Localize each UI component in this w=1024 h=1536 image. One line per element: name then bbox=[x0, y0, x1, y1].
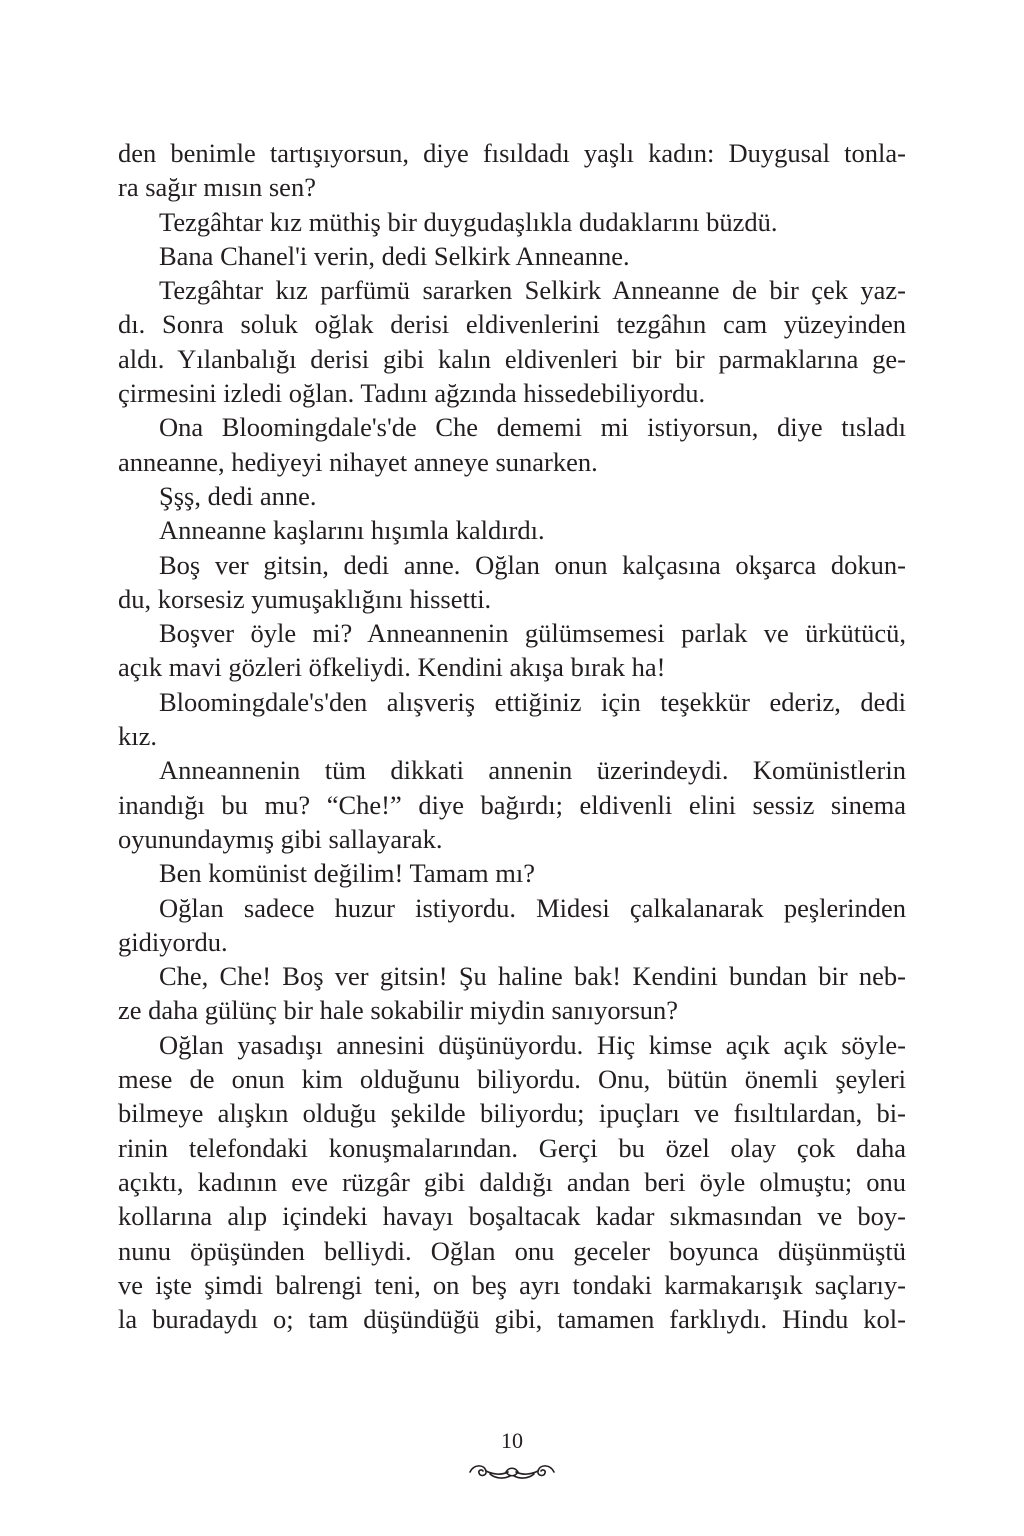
text-line: Che, Che! Boş ver gitsin! Şu haline bak! Kendini bundan bir neb- bbox=[159, 961, 906, 992]
text-line: rinin telefondaki konuşmalarından. Gerçi bu özel olay çok daha bbox=[118, 1132, 906, 1163]
body-text bbox=[118, 136, 906, 1336]
text-line: ra sağır mısın sen? bbox=[118, 172, 316, 203]
text-line: la buradaydı o; tam düşündüğü gibi, tamamen farklıydı. Hindu kol- bbox=[118, 1304, 906, 1335]
text-line: den benimle tartışıyorsun, diye fısıldadı yaşlı kadın: Duygusal tonla- bbox=[118, 138, 906, 168]
text-line: Bloomingdale's'den alışveriş ettiğiniz için teşekkür ederiz, dedi bbox=[159, 686, 906, 717]
text-line: Tezgâhtar kız müthiş bir duygudaşlıkla dudaklarını büzdü. bbox=[159, 206, 778, 237]
text-line: du, korsesiz yumuşaklığını hissetti. bbox=[118, 583, 492, 614]
text-line: Bana Chanel'i verin, dedi Selkirk Anneanne. bbox=[159, 240, 630, 271]
text-line: Oğlan yasadışı annesini düşünüyordu. Hiç kimse açık açık söyle- bbox=[159, 1029, 906, 1060]
text-line: Anneanne kaşlarını hışımla kaldırdı. bbox=[159, 515, 545, 546]
text-line: aldı. Yılanbalığı derisi gibi kalın eldivenleri bir bir parmaklarına ge- bbox=[118, 343, 906, 374]
decorative-swirl-icon bbox=[466, 1459, 558, 1485]
text-line: kollarına alıp içindeki havayı boşaltacak kadar sıkmasından ve boy- bbox=[118, 1201, 906, 1232]
text-line: Tezgâhtar kız parfümü sararken Selkirk Anneanne de bir çek yaz- bbox=[159, 275, 906, 306]
page-number: 10 bbox=[501, 1428, 523, 1453]
text-line: gidiyordu. bbox=[118, 926, 228, 957]
text-line: ze daha gülünç bir hale sokabilir miydin sanıyorsun? bbox=[118, 995, 679, 1026]
text-line: bilmeye alışkın olduğu şekilde biliyordu; ipuçları ve fısıltılardan, bi- bbox=[118, 1098, 906, 1129]
text-line: açıktı, kadının eve rüzgâr gibi daldığı andan beri öyle olmuştu; onu bbox=[118, 1166, 906, 1197]
text-line: mese de onun kim olduğunu biliyordu. Onu, bütün önemli şeyleri bbox=[118, 1064, 906, 1095]
text-line: açık mavi gözleri öfkeliydi. Kendini akışa bırak ha! bbox=[118, 652, 666, 683]
text-line: Anneannenin tüm dikkati annenin üzerindeydi. Komünistlerin bbox=[159, 755, 906, 786]
text-line: ve işte şimdi balrengi teni, on beş ayrı tondaki karmakarışık saçlarıy- bbox=[118, 1269, 906, 1300]
text-line: Boş ver gitsin, dedi anne. Oğlan onun kalçasına okşarca dokun- bbox=[159, 549, 906, 580]
text-line: Boşver öyle mi? Anneannenin gülümsemesi parlak ve ürkütücü, bbox=[159, 618, 906, 649]
text-line: dı. Sonra soluk oğlak derisi eldivenlerini tezgâhın cam yüzeyinden bbox=[118, 309, 906, 340]
text-line: Ona Bloomingdale's'de Che dememi mi istiyorsun, diye tısladı bbox=[159, 412, 906, 443]
text-line: anneanne, hediyeyi nihayet anneye sunarken. bbox=[118, 446, 598, 477]
text-line: nunu öpüşünden belliydi. Oğlan onu geceler boyunca düşünmüştü bbox=[118, 1235, 906, 1266]
text-line: kız. bbox=[118, 721, 157, 752]
text-line: Şşş, dedi anne. bbox=[159, 480, 317, 511]
text-line: Oğlan sadece huzur istiyordu. Midesi çalkalanarak peşlerinden bbox=[159, 892, 906, 923]
text-line: çirmesini izledi oğlan. Tadını ağzında hissedebiliyordu. bbox=[118, 378, 706, 409]
text-line: Ben komünist değilim! Tamam mı? bbox=[159, 858, 535, 889]
text-line: inandığı bu mu? “Che!” diye bağırdı; eldivenli elini sessiz sinema bbox=[118, 789, 906, 820]
text-line: oyunundaymış gibi sallayarak. bbox=[118, 823, 443, 854]
